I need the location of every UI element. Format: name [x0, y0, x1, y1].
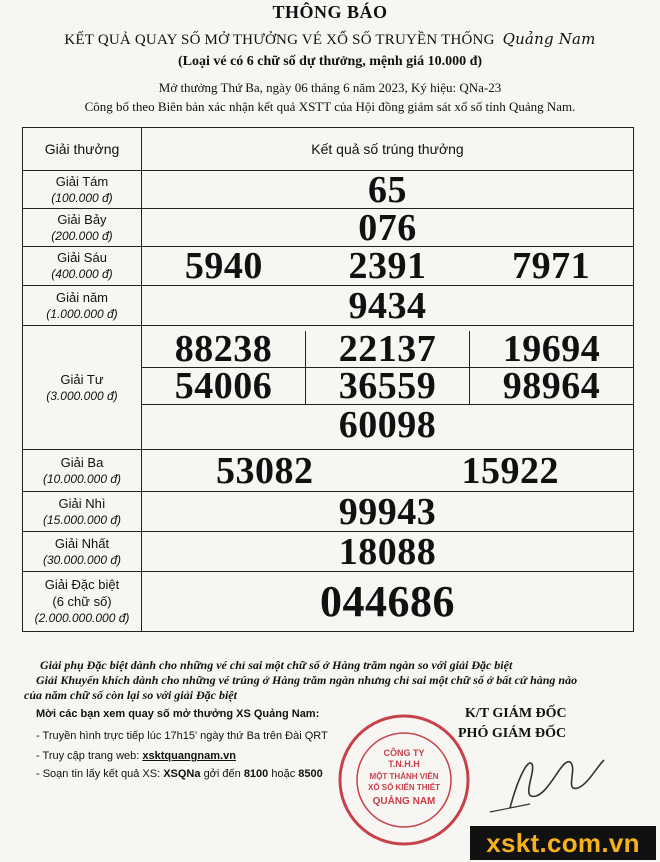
info-tv: - Truyền hình trực tiếp lúc 17h15' ngày thứ Ba trên Đài QRT [36, 730, 328, 742]
stamp-line: MỘT THÀNH VIÊN [369, 772, 439, 781]
winning-number: 65 [368, 168, 407, 211]
prize-amount: (200.000 đ) [51, 228, 113, 243]
prize-amount: (15.000.000 đ) [42, 512, 122, 527]
row-giai-nhi [23, 492, 634, 532]
prize-cell [23, 326, 142, 450]
winning-number: 18088 [338, 530, 437, 573]
prize-cell [23, 247, 142, 286]
prize-amount: (10.000.000 đ) [42, 471, 122, 486]
ticket-note: (Loại vé có 6 chữ số dự thưởng, mệnh giá 10.000 đ) [177, 54, 483, 69]
province-name: Quảng Nam [502, 30, 596, 48]
prize-name: Giải năm [55, 289, 109, 305]
prize-cell [23, 450, 142, 492]
winning-number: 9434 [348, 284, 427, 327]
winning-number: 99943 [338, 490, 437, 533]
watermark-logo: xskt.com.vn [470, 826, 656, 860]
winning-number: 5940 [184, 245, 263, 287]
handwritten-signature [470, 738, 620, 818]
invite-text: Mời các bạn xem quay số mở thưởng XS Quảng Nam: [36, 708, 320, 720]
prize-amount: (30.000.000 đ) [42, 552, 122, 567]
website-link[interactable]: xsktquangnam.vn [142, 750, 236, 762]
winning-number: 98964 [469, 368, 633, 404]
winning-number: 88238 [174, 327, 273, 370]
result-cell [142, 168, 634, 211]
row-giai-nam [23, 286, 634, 326]
info-sms: - Soạn tin lấy kết quả XS: XSQNa gởi đến 8100 hoặc 8500 [36, 768, 323, 780]
note-encouragement: Giải Khuyến khích dành cho những vé trúng ở Hàng trăm ngàn nhưng chỉ sai một chữ số ở bất cứ hàng nào [36, 673, 578, 687]
row-giai-nhat [23, 532, 634, 572]
stamp-line: QUẢNG NAM [372, 796, 436, 807]
result-cell [142, 450, 634, 492]
row-giai-dac-biet [23, 572, 634, 632]
signature-title-2: PHÓ GIÁM ĐỐC [458, 726, 567, 741]
prize-name: Giải Tám [55, 173, 109, 189]
sms-number-1: 8100 [243, 768, 269, 780]
row-giai-sau [23, 247, 634, 286]
notice-subtitle [0, 30, 660, 49]
announce-info: Công bố theo Biên bản xác nhận kết quả XSTT của Hội đồng giám sát xổ số tỉnh Quảng Nam. [84, 99, 576, 114]
prize-amount: (100.000 đ) [51, 190, 113, 205]
result-cell [142, 247, 634, 286]
prize-cell [23, 532, 142, 572]
notice-title: THÔNG BÁO [272, 2, 388, 22]
prize-amount: (1.000.000 đ) [46, 306, 118, 321]
signature-title-1: K/T GIÁM ĐỐC [465, 706, 567, 721]
special-winning-number: 044686 [320, 576, 455, 626]
winning-number: 19694 [469, 331, 633, 367]
prize-cell [23, 492, 142, 532]
winning-number: 2391 [348, 245, 427, 287]
col-header-prize: Giải thưởng [23, 128, 142, 171]
prize-name: Giải Tư [60, 371, 104, 387]
prize-name: Giải Ba [60, 454, 104, 470]
sms-number-2: 8500 [298, 768, 323, 780]
row-giai-tam [23, 171, 634, 209]
stamp-line: CÔNG TY [383, 748, 425, 758]
prize-name: Giải Nhì [58, 495, 106, 511]
prize-cell [23, 286, 142, 326]
draw-info: Mở thưởng Thứ Ba, ngày 06 tháng 6 năm 2023, Ký hiệu: QNa-23 [158, 80, 502, 95]
result-cell [142, 206, 634, 249]
prize-cell [23, 171, 142, 209]
prize-cell [23, 209, 142, 247]
sms-code: XSQNa [163, 768, 201, 780]
note-encouragement-cont: của năm chữ số còn lại so với giải Đặc biệt [24, 688, 237, 702]
note-consolation-special: Giải phụ Đặc biệt dành cho những vé chỉ sai một chữ số ở Hàng trăm ngàn so với giải Đặc biệt [40, 658, 513, 672]
prize-amount: (2.000.000.000 đ) [34, 611, 130, 625]
winning-number: 36559 [305, 368, 469, 404]
result-cell [142, 532, 634, 572]
result-cell [142, 572, 634, 632]
col-header-result: Kết quả số trúng thưởng [142, 128, 634, 171]
subtitle-text: KẾT QUẢ QUAY SỐ MỞ THƯỞNG VÉ XỔ SỐ TRUYỀN THỐNG [64, 32, 495, 48]
result-cell [142, 492, 634, 532]
stamp-line: XỔ SỐ KIẾN THIẾT [367, 783, 441, 792]
table-header-row [23, 128, 634, 171]
row-giai-tu [23, 326, 634, 450]
info-web: - Truy cập trang web: xsktquangnam.vn [36, 750, 236, 762]
prize-amount: (3.000.000 đ) [46, 388, 118, 403]
winning-number: 53082 [216, 449, 314, 492]
prize-name: Giải Bảy [57, 211, 107, 227]
prize-name: Giải Sáu [57, 250, 107, 265]
winning-number: 22137 [305, 331, 469, 367]
winning-number: 54006 [174, 364, 273, 407]
row-giai-bay [23, 209, 634, 247]
prize-cell [23, 572, 142, 632]
results-table [22, 127, 634, 632]
winning-number: 076 [358, 206, 417, 249]
row-giai-ba [23, 450, 634, 492]
prize-name: Giải Nhất [54, 535, 110, 551]
result-cell [142, 286, 634, 326]
winning-number: 15922 [461, 449, 559, 492]
result-cell [142, 326, 634, 450]
stamp-line: T.N.H.H [388, 759, 420, 769]
winning-number: 7971 [512, 245, 591, 287]
company-stamp [336, 712, 472, 848]
prize-name: Giải Đặc biệt [44, 577, 120, 592]
winning-number: 60098 [338, 403, 437, 446]
prize-digits-note: (6 chữ số) [52, 594, 112, 609]
prize-amount: (400.000 đ) [51, 267, 113, 281]
